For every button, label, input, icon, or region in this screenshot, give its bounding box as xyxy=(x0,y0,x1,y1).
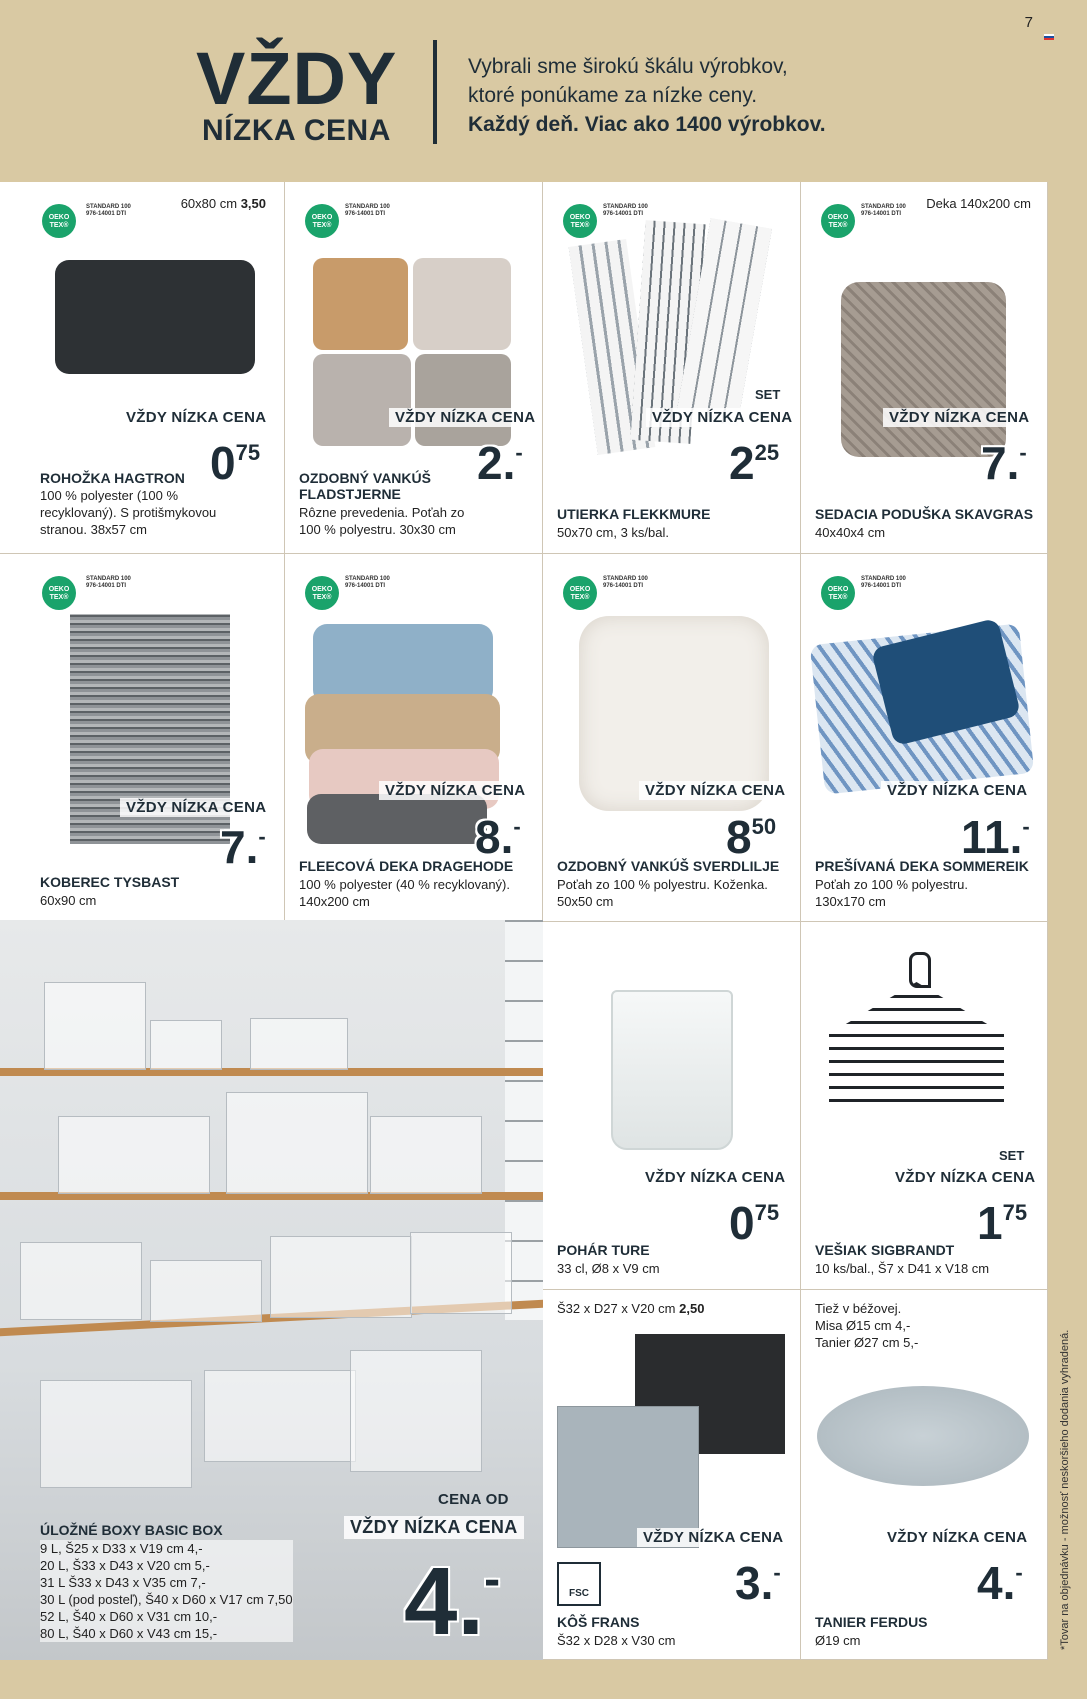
storage-box xyxy=(350,1350,482,1472)
oeko-tex-badge: OEKO TEX® xyxy=(305,576,339,610)
product-name: TANIER FERDUS xyxy=(815,1614,928,1630)
product-name: PREŠÍVANÁ DEKA SOMMEREIK xyxy=(815,858,1029,874)
oeko-tex-badge: OEKO TEX® xyxy=(563,576,597,610)
price: $0^{75}$ xyxy=(210,437,261,489)
tag-vzdy: VŽDY NÍZKA CENA xyxy=(389,408,541,427)
product-card-frans[interactable] xyxy=(543,1290,801,1660)
hero-title: VŽDY xyxy=(196,37,398,120)
product-desc: 33 cl, Ø8 x V9 cm xyxy=(557,1261,660,1276)
price: 3.- xyxy=(735,1557,781,1609)
oeko-tex-badge: OEKO TEX® xyxy=(305,204,339,238)
product-desc: 40x40x4 cm xyxy=(815,525,886,540)
price: $2^{25}$ xyxy=(729,437,780,489)
product-card-dragehode[interactable] xyxy=(285,554,543,922)
product-name: POHÁR TURE xyxy=(557,1242,650,1258)
product-name: FLEECOVÁ DEKA DRAGEHODE xyxy=(299,858,514,874)
oeko-standard: STANDARD 100 976-14001 DTI xyxy=(603,576,648,589)
pillow-image-3 xyxy=(313,354,411,446)
blanket-image-blue xyxy=(313,624,493,704)
product-desc: 100 % polyester (100 % recyklovaný). S protišmykovou stranou. 38x57 cm xyxy=(40,488,217,537)
product-name: VEŠIAK SIGBRANDT xyxy=(815,1242,955,1258)
tag-vzdy: VŽDY NÍZKA CENA xyxy=(881,781,1033,800)
storage-box xyxy=(150,1020,222,1070)
size-variant: Š32 x D27 x V20 cm 2,50 xyxy=(557,1301,705,1316)
product-card-ferdus[interactable] xyxy=(801,1290,1048,1660)
storage-box xyxy=(204,1370,356,1462)
price: $8^{50}$ xyxy=(726,811,777,863)
product-desc: 100 % polyester (40 % recyklovaný). 140x200 cm xyxy=(299,877,510,909)
product-name: KÔŠ FRANS xyxy=(557,1614,640,1630)
product-card-skavgras[interactable] xyxy=(801,182,1048,554)
oeko-standard: STANDARD 100 976-14001 DTI xyxy=(345,204,390,217)
product-desc: Rôzne prevedenia. Poťah zo 100 % polyestru. 30x30 cm xyxy=(299,505,465,537)
plate-image xyxy=(817,1386,1029,1486)
storage-box xyxy=(270,1236,412,1318)
basket-image-grey xyxy=(557,1406,699,1548)
product-desc: 10 ks/bal., Š7 x D41 x V18 cm xyxy=(815,1261,990,1276)
tag-vzdy: VŽDY NÍZKA CENA xyxy=(639,1168,791,1187)
oeko-tex-badge: OEKO TEX® xyxy=(821,576,855,610)
storage-box xyxy=(40,1380,192,1488)
product-card-flekkmure[interactable] xyxy=(543,182,801,554)
price: $0^{75}$ xyxy=(729,1197,780,1249)
hanger-hook xyxy=(909,952,931,988)
flag-icon xyxy=(1044,34,1054,40)
product-card-sommereik[interactable] xyxy=(801,554,1048,922)
price: 7.- xyxy=(981,437,1027,489)
storage-box xyxy=(58,1116,210,1194)
price: 2.- xyxy=(477,437,523,489)
product-name: ROHOŽKA HAGTRON xyxy=(40,470,185,486)
storage-box xyxy=(410,1232,512,1314)
product-card-sverdlilje[interactable] xyxy=(543,554,801,922)
storage-name: ÚLOŽNÉ BOXY BASIC BOX xyxy=(40,1522,223,1538)
tag-vzdy: VŽDY NÍZKA CENA xyxy=(379,781,531,800)
blanket-image-grey xyxy=(307,794,487,844)
oeko-standard: STANDARD 100 976-14001 DTI xyxy=(861,576,906,589)
side-note: *Tovar na objednávku - možnosť neskoršieho dodania vyhradená. xyxy=(1059,1329,1071,1650)
storage-box xyxy=(250,1018,348,1070)
set-label: SET xyxy=(999,1148,1025,1163)
price: $1^{75}$ xyxy=(977,1197,1028,1249)
product-name: KOBEREC TYSBAST xyxy=(40,874,180,890)
product-name: UTIERKA FLEKKMURE xyxy=(557,506,711,522)
hero-line-2: ktoré ponúkame za nízke ceny. xyxy=(468,84,758,107)
product-card-ture[interactable] xyxy=(543,922,801,1290)
oeko-standard: STANDARD 100 976-14001 DTI xyxy=(345,576,390,589)
price: 7.- xyxy=(220,821,266,873)
tag-vzdy: VŽDY NÍZKA CENA xyxy=(881,1528,1033,1547)
product-name: SEDACIA PODUŠKA SKAVGRAS xyxy=(815,506,1034,522)
tag-vzdy: VŽDY NÍZKA CENA xyxy=(344,1516,524,1539)
doormat-image xyxy=(55,260,255,374)
storage-cena-od: CENA OD xyxy=(438,1491,509,1508)
product-card-tysbast[interactable] xyxy=(0,554,285,922)
pillow-image-2 xyxy=(413,258,511,350)
price: 11.- xyxy=(961,811,1030,863)
product-desc: Ø19 cm xyxy=(815,1633,861,1648)
product-desc: Š32 x D28 x V30 cm xyxy=(557,1633,676,1648)
product-card-sigbrandt[interactable] xyxy=(801,922,1048,1290)
hangers-image xyxy=(829,982,1004,1112)
oeko-tex-badge: OEKO TEX® xyxy=(42,576,76,610)
oeko-tex-badge: OEKO TEX® xyxy=(821,204,855,238)
product-desc: 50x70 cm, 3 ks/bal. xyxy=(557,525,669,540)
pillow-image-4 xyxy=(415,354,511,446)
storage-sizes: 9 L, Š25 x D33 x V19 cm 4,- 20 L, Š33 x D43 x V20 cm 5,- 31 L Š33 x D43 x V35 cm 7,- 30 L (pod posteľ), Š40 x D60 x V17 cm 7,50 52 L, Š40 x D60 x V31 cm 10,- 80 L, Š40 x D60 x V43 cm 15,- xyxy=(40,1541,293,1641)
hero-line-3: Každý deň. Viac ako 1400 výrobkov. xyxy=(468,113,826,136)
hero-subtitle: NÍZKA CENA xyxy=(202,114,391,147)
page-number: 7 xyxy=(1024,14,1033,31)
tag-vzdy: VŽDY NÍZKA CENA xyxy=(646,408,798,427)
hero-divider xyxy=(433,40,437,144)
oeko-standard: STANDARD 100 976-14001 DTI xyxy=(86,204,131,217)
storage-box xyxy=(20,1242,142,1320)
storage-box xyxy=(226,1092,368,1194)
hero-text xyxy=(468,52,826,139)
hero-line-1: Vybrali sme širokú škálu výrobkov, xyxy=(468,55,788,78)
product-card-hagtron[interactable] xyxy=(0,182,285,554)
tag-vzdy: VŽDY NÍZKA CENA xyxy=(120,798,272,817)
set-label: SET xyxy=(755,387,781,402)
storage-box xyxy=(370,1116,482,1194)
storage-price: 4.- xyxy=(404,1548,501,1655)
product-name: OZDOBNÝ VANKÚŠ FLADSTJERNE xyxy=(299,470,431,502)
tag-vzdy: VŽDY NÍZKA CENA xyxy=(637,1528,789,1547)
tag-vzdy: VŽDY NÍZKA CENA xyxy=(889,1168,1041,1187)
product-name: OZDOBNÝ VANKÚŠ SVERDLILJE xyxy=(557,858,780,874)
storage-box xyxy=(150,1260,262,1322)
product-card-fladstjerne[interactable] xyxy=(285,182,543,554)
oeko-standard: STANDARD 100 976-14001 DTI xyxy=(603,204,648,217)
tag-vzdy: VŽDY NÍZKA CENA xyxy=(883,408,1035,427)
oeko-tex-badge: OEKO TEX® xyxy=(563,204,597,238)
oeko-standard: STANDARD 100 976-14001 DTI xyxy=(86,576,131,589)
fsc-logo: FSC xyxy=(557,1562,601,1606)
price: 8.- xyxy=(475,811,521,863)
glass-image xyxy=(611,990,733,1150)
tag-vzdy: VŽDY NÍZKA CENA xyxy=(639,781,791,800)
oeko-tex-badge: OEKO TEX® xyxy=(42,204,76,238)
seat-cushion-image xyxy=(841,282,1006,457)
variant-note: Tiež v béžovej. Misa Ø15 cm 4,- Tanier Ø27 cm 5,- xyxy=(815,1301,919,1350)
size-variant: 60x80 cm 3,50 xyxy=(180,196,266,211)
product-desc: Poťah zo 100 % polyestru. Koženka. 50x50 cm xyxy=(557,877,768,909)
tag-vzdy: VŽDY NÍZKA CENA xyxy=(120,408,272,427)
product-desc: 60x90 cm xyxy=(40,893,97,908)
oeko-standard: STANDARD 100 976-14001 DTI xyxy=(861,204,906,217)
size-variant: Deka 140x200 cm xyxy=(926,196,1031,211)
pillow-image-1 xyxy=(313,258,408,350)
storage-box xyxy=(44,982,146,1070)
price: 4.- xyxy=(977,1557,1023,1609)
product-desc: Poťah zo 100 % polyestru. 130x170 cm xyxy=(815,877,969,909)
